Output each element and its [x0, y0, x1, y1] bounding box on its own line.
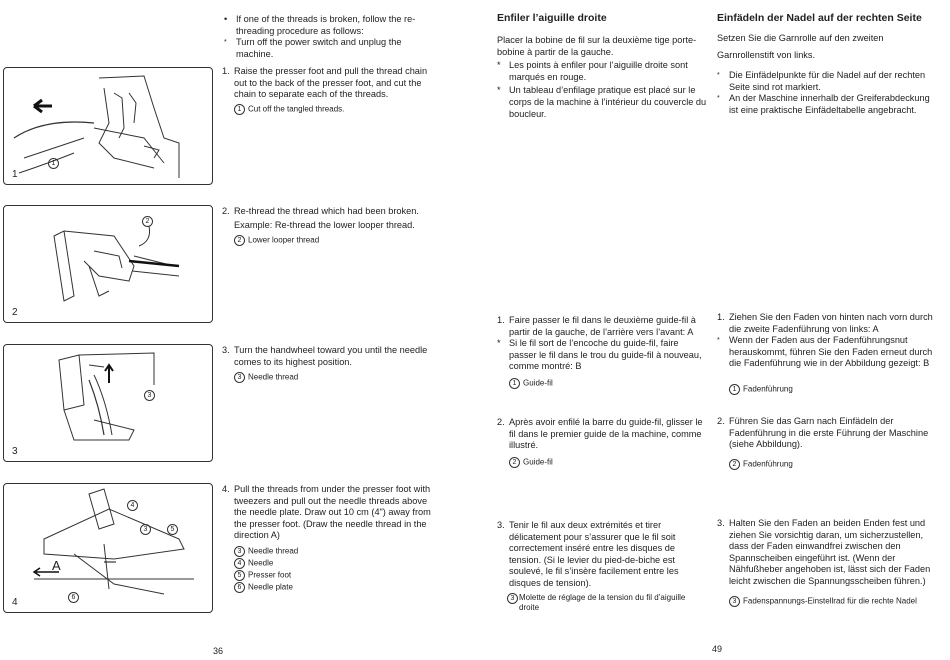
page-number-left: 36: [213, 646, 224, 656]
figure-4: [3, 483, 213, 613]
left-intro: [222, 14, 437, 60]
figure-2-callout: 2: [142, 216, 153, 227]
figure-3-callout: 3: [144, 390, 155, 401]
figure-4-callout: 5: [167, 524, 178, 535]
figure-1: [3, 67, 213, 185]
figure-2-illustration: [4, 206, 212, 322]
german-intro: Setzen Sie die Garnrolle auf den zweiten Garnrollenstift von links.: [717, 33, 884, 60]
figure-3-illustration: [4, 345, 212, 461]
french-step-2: 2. Après avoir enfilé la barre du guide-fil, glisser le fil dans le premier guide de la machine, comme illustré. 2 Guide-fil: [497, 417, 703, 467]
callout-number: 1: [234, 104, 245, 115]
figure-2: [3, 205, 213, 323]
figure-4-illustration: [4, 484, 212, 612]
french-column: Enfiler l’aiguille droite Placer la bobine de fil sur la deuxième tige porte-bobine à partir de la gauche. * Les points à enfiler pour l’aiguille droite sont marqués en rouge. * Un tableau d’enfilage pratique est placé sur le corps de la machine à l’intérieur du couvercle du boucleur.: [497, 12, 707, 119]
figure-1-illustration: [4, 68, 212, 184]
left-step-3: 3. Turn the handwheel toward you until the needle comes to its highest position. 3 Needle thread: [222, 345, 428, 382]
intro-bullet: • If one of the threads is broken, follow the re-threading procedure as follows:: [224, 14, 416, 36]
french-step-1: 1. Faire passer le fil dans le deuxième guide-fil à partir de la gauche, de l’arrière vers l’avant: A * Si le fil sort de l’encoche du guide-fil, faire passer le fil dans le trou du guide-fil à nouveau, comme montré: B 1 Guide-fil: [497, 315, 702, 388]
french-title: Enfiler l’aiguille droite: [497, 12, 607, 24]
figure-1-callout: 1: [48, 158, 59, 169]
left-step-2: 2. Re-thread the thread which had been broken. Example: Re-thread the lower looper thread. 2 Lower looper thread: [222, 206, 419, 245]
figure-2-number: 2: [12, 307, 18, 318]
direction-label: A: [52, 558, 61, 573]
figure-1-number: 1: [12, 169, 18, 180]
german-step-1: 1. Ziehen Sie den Faden von hinten nach vorn durch die zweite Fadenführung von links: A * Wenn der Faden aus der Fadenführungsnut herauskommt, führen Sie den Faden erneut durch die Fadenführung wie in der Abbildung gezeigt: B 1 Fadenführung: [717, 312, 933, 394]
figure-4-callout: 6: [68, 592, 79, 603]
callout-number: 3: [234, 372, 245, 383]
german-step-3: 3. Halten Sie den Faden an beiden Enden fest und ziehen Sie vorsichtig daran, um sicherzustellen, dass der Faden einwandfrei zwischen den Spannscheiben eingeführt ist. (Wenn der Nähfußheber angehoben ist, lässt sich der Faden leicht zwischen die Spannungsscheiben führen.) 3 Fadenspannungs-Einstellrad für die rechte Nadel: [717, 518, 931, 606]
german-title: Einfädeln der Nadel auf der rechten Seite: [717, 12, 922, 24]
figure-4-callout: 3: [140, 524, 151, 535]
figure-3: [3, 344, 213, 462]
french-intro: Placer la bobine de fil sur la deuxième tige porte-bobine à partir de la gauche.: [497, 35, 697, 57]
figure-4-callout: 4: [127, 500, 138, 511]
french-step-3: 3. Tenir le fil aux deux extrémités et tirer délicatement pour s’assurer que le fil soit correctement inséré entre les disques de tension. (Si le levier du pied-de-biche est soulevé, le fil s’insère facilement entre les disques de tension). 3 Molette de réglage de la tension du fil d’aiguille droite: [497, 520, 686, 612]
german-step-2: 2. Führen Sie das Garn nach Einfädeln der Fadenführung in die erste Führung der Maschine (siehe Abbildung). 2 Fadenführung: [717, 416, 929, 469]
page-number-right: 49: [712, 644, 723, 654]
intro-note: * Turn off the power switch and unplug the machine.: [224, 37, 402, 59]
figure-4-number: 4: [12, 597, 18, 608]
left-step-4: 4. Pull the threads from under the presser foot with tweezers and pull out the needle threads above the needle plate. Draw out 10 cm (4") away from the presser foot. (Draw the needle thread in the direction A) 3 Needle thread 4 Needle 5 Presser foot 6 Needle plate: [222, 484, 431, 592]
german-column: Einfädeln der Nadel auf der rechten Seite Setzen Sie die Garnrolle auf den zweiten Garnrollenstift von links. * Die Einfädelpunkte für die Nadel auf der rechten Seite sind rot markiert. * An der Maschine innerhalb der Greiferabdeckung ist eine praktische Einfädeltabelle angebracht.: [717, 12, 937, 116]
figure-3-number: 3: [12, 446, 18, 457]
left-step-1: 1. Raise the presser foot and pull the thread chain out to the back of the presser foot, and cut the chain to separate each of the threads. 1 Cut off the tangled threads.: [222, 66, 428, 114]
callout-number: 2: [234, 235, 245, 246]
